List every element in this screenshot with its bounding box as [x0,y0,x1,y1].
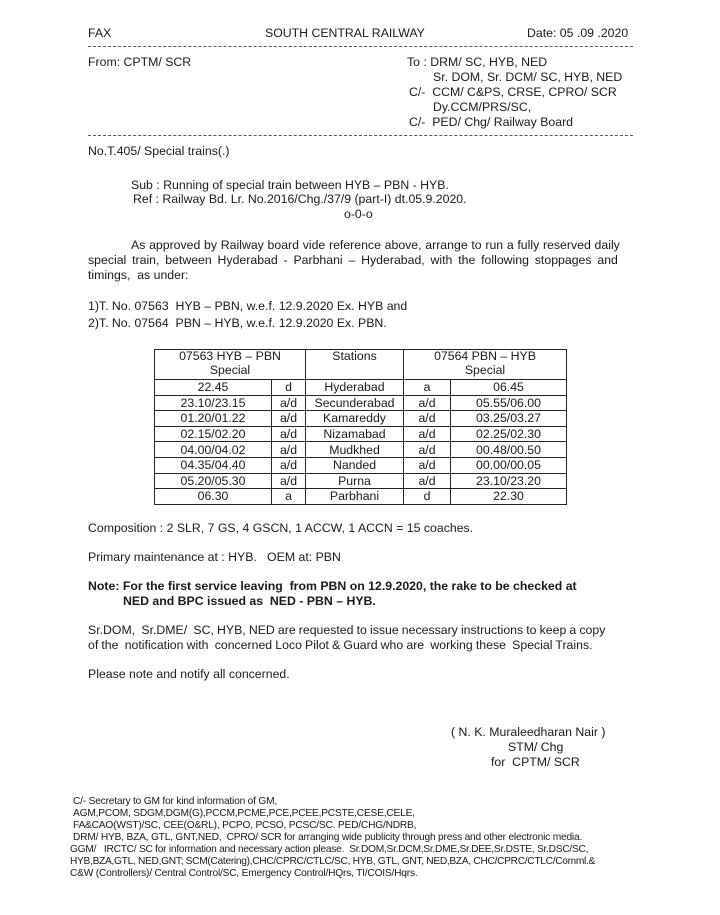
station-cell: Mudkhed [306,442,404,458]
timetable-header-row [155,350,567,380]
copy-to-line: C&W (Controllers)/ Central Control/SC, Emergency Control/HQrs, TI/COIS/Hqrs. [70,868,418,879]
timetable-row [155,426,567,442]
station-cell: Nanded [306,457,404,473]
up-code-cell: a/d [272,426,306,442]
to-line: Sr. DOM, Sr. DCM/ SC, HYB, NED [433,70,623,84]
closing-line: Please note and notify all concerned. [88,667,290,681]
down-time-cell: 23.10/23.20 [451,473,567,489]
train-list-item: 1)T. No. 07563 HYB – PBN, w.e.f. 12.9.2020 Ex. HYB and [88,299,408,313]
copy-line: C/- PED/ Chg/ Railway Board [409,115,574,129]
copy-to-line: GGM/ IRCTC/ SC for information and necessary action please. Sr.DOM,Sr.DCM,Sr.DME,Sr.DEE,Sr.DSTE, Sr.DSC/SC, [70,844,589,855]
down-code-cell: a/d [404,411,451,427]
down-code-cell: a/d [404,426,451,442]
note-line: NED and BPC issued as NED - PBN – HYB. [123,594,376,608]
down-code-cell: a [404,380,451,396]
header-divider [88,46,633,47]
down-time-cell: 00.48/00.50 [451,442,567,458]
train-list-item: 2)T. No. 07564 PBN – HYB, w.e.f. 12.9.2020 Ex. PBN. [88,316,387,330]
reference-line: Ref : Railway Bd. Lr. No.2016/Chg./37/9 (part-I) dt.05.9.2020. [133,192,467,206]
up-code-cell: d [272,380,306,396]
timetable-row [155,380,567,396]
body-line: As approved by Railway board vide reference above, arrange to run a fully reserved daily [131,238,620,252]
composition-line: Composition : 2 SLR, 7 GS, 4 GSCN, 1 ACCW, 1 ACCN = 15 coaches. [88,521,474,535]
copy-line: Dy.CCM/PRS/SC, [433,100,532,114]
down-time-cell: 00.00/00.05 [451,457,567,473]
copy-to-line: AGM,PCOM, SDGM,DGM(G),PCCM,PCME,PCE,PCEE,PCSTE,CESE,CELE, [73,808,415,819]
copy-line: C/- CCM/ C&PS, CRSE, CPRO/ SCR [409,85,617,99]
up-time-cell: 04.00/04.02 [155,442,272,458]
up-time-cell: 01.20/01.22 [155,411,272,427]
header-up-train-type: Special [209,362,251,377]
reference-number: No.T.405/ Special trains(.) [88,144,230,158]
fax-label: FAX [88,26,112,40]
to-line: To : DRM/ SC, HYB, NED [407,55,548,69]
down-time-cell: 05.55/06.00 [451,395,567,411]
copy-to-line: C/- Secretary to GM for kind information of GM, [73,796,278,807]
timetable-row [155,457,567,473]
timetable-row [155,489,567,505]
timetable-row [155,473,567,489]
station-cell: Parbhani [306,489,404,505]
timetable-row [155,395,567,411]
subject-line: Sub : Running of special train between HYB – PBN - HYB. [131,178,449,192]
maintenance-line: Primary maintenance at : HYB. OEM at: PBN [88,550,341,564]
timetable-row [155,411,567,427]
copy-to-line: DRM/ HYB, BZA, GTL, GNT,NED, CPRO/ SCR for arranging wide publicity through press and other electronic media. [73,832,583,843]
down-code-cell: a/d [404,457,451,473]
copy-to-line: FA&CAO(WST)/SC, CEE(O&RL), PCPO, PCSO, PCSC/SC. PED/CHG/NDRB, [73,820,417,831]
down-time-cell: 03.25/03.27 [451,411,567,427]
up-time-cell: 04.35/04.40 [155,457,272,473]
body-line: timings, as under: [88,268,189,282]
document-date: Date: 05 .09 .2020 [527,26,629,40]
up-code-cell: a/d [272,473,306,489]
station-cell: Secunderabad [306,395,404,411]
signatory-on-behalf: for CPTM/ SCR [491,755,580,769]
station-cell: Hyderabad [306,380,404,396]
up-time-cell: 22.45 [155,380,272,396]
copy-to-line: HYB,BZA,GTL, NED,GNT; SCM(Catering),CHC/CPRC/CTLC/SC, HYB, GTL, GNT, NED,BZA, CHC/CPRC/CTLC/Comml.& [70,856,596,867]
body-line: special train, between Hyderabad - Parbhani – Hyderabad, with the following stoppages and [88,253,618,267]
timetable [154,349,567,505]
up-code-cell: a/d [272,411,306,427]
up-time-cell: 02.15/02.20 [155,426,272,442]
timetable-row [155,442,567,458]
up-time-cell: 05.20/05.30 [155,473,272,489]
down-code-cell: a/d [404,442,451,458]
signatory-designation: STM/ Chg [508,740,564,754]
instruction-line: Sr.DOM, Sr.DME/ SC, HYB, NED are requested to issue necessary instructions to keep a copy [88,623,606,637]
from-line: From: CPTM/ SCR [88,55,192,69]
down-code-cell: a/d [404,395,451,411]
station-cell: Kamareddy [306,411,404,427]
separator-mark: o-0-o [344,207,373,221]
up-code-cell: a/d [272,395,306,411]
down-time-cell: 06.45 [451,380,567,396]
address-divider [88,135,633,136]
header-up-train-number: 07563 HYB – PBN [179,349,281,363]
header-down-train-number: 07564 PBN – HYB [434,349,536,363]
header-down-train-type: Special [464,362,506,377]
station-cell: Nizamabad [306,426,404,442]
header-down-train [404,350,567,380]
instruction-line: of the notification with concerned Loco Pilot & Guard who are working these Special Trains. [88,638,593,652]
up-code-cell: a/d [272,457,306,473]
up-code-cell: a [272,489,306,505]
station-cell: Purna [306,473,404,489]
signatory-name: ( N. K. Muraleedharan Nair ) [451,725,606,739]
down-code-cell: a/d [404,473,451,489]
header-up-train [155,350,306,380]
down-code-cell: d [404,489,451,505]
down-time-cell: 02.25/02.30 [451,426,567,442]
up-code-cell: a/d [272,442,306,458]
note-line: Note: For the first service leaving from PBN on 12.9.2020, the rake to be checked at [88,579,577,593]
up-time-cell: 06.30 [155,489,272,505]
down-time-cell: 22.30 [451,489,567,505]
organization-name: SOUTH CENTRAL RAILWAY [265,26,425,40]
header-stations: Stations [306,350,404,380]
up-time-cell: 23.10/23.15 [155,395,272,411]
